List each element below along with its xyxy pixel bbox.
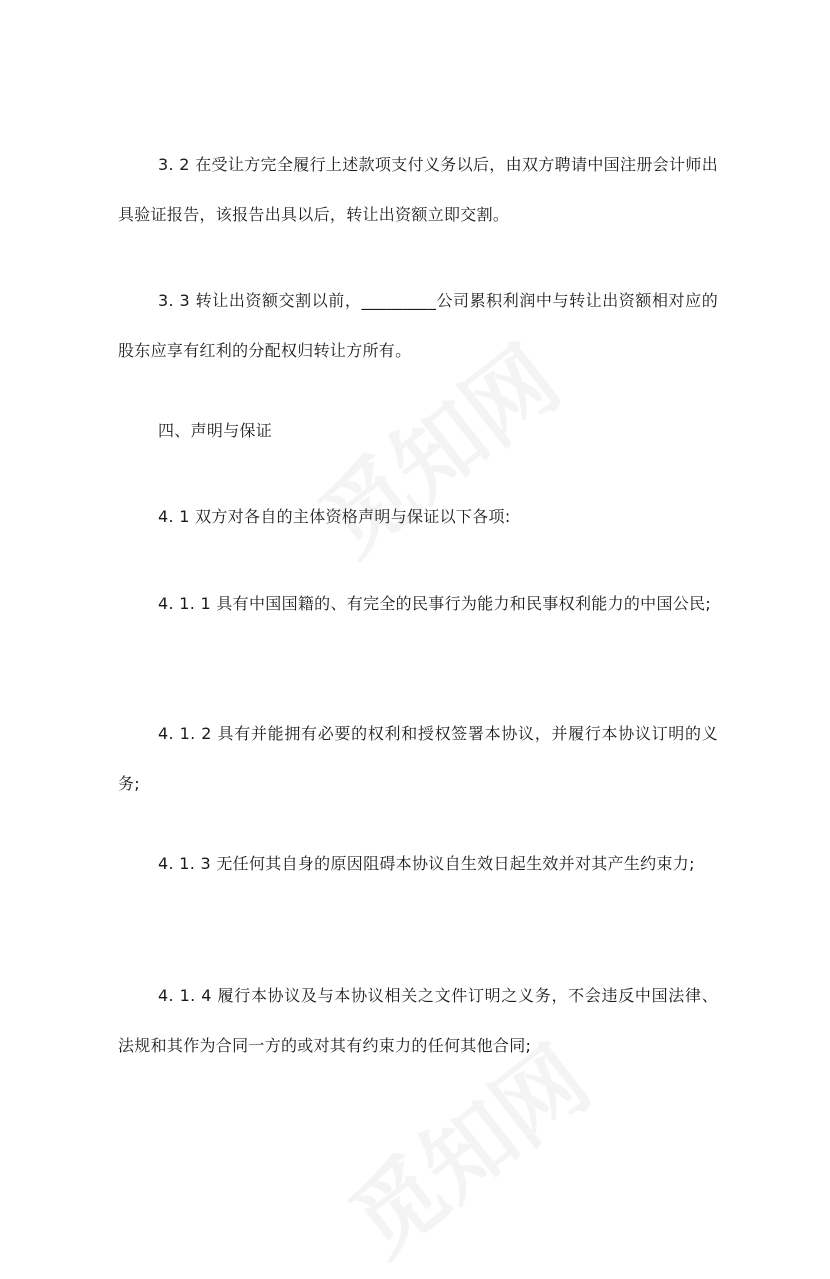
paragraph-4-1-4: 4. 1. 4 履行本协议及与本协议相关之文件订明之义务，不会违反中国法律、法规和其作为合同一方的或对其有约束力的任何其他合同; — [118, 986, 718, 1055]
section-heading: 四、声明与保证 — [158, 421, 273, 440]
paragraph-4-1-2: 4. 1. 2 具有并能拥有必要的权利和授权签署本协议，并履行本协议订明的义务; — [118, 724, 718, 793]
paragraph-3-3: 3. 3 转让出资额交割以前，_________公司累积利润中与转让出资额相对应的股东应享有红利的分配权归转让方所有。 — [118, 291, 718, 360]
paragraph-4-1: 4. 1 双方对各自的主体资格声明与保证以下各项: — [158, 507, 511, 526]
paragraph-4-1-1: 4. 1. 1 具有中国国籍的、有完全的民事行为能力和民事权利能力的中国公民; — [158, 594, 712, 613]
paragraph-3-2: 3. 2 在受让方完全履行上述款项支付义务以后，由双方聘请中国注册会计师出具验证报告，该报告出具以后，转让出资额立即交割。 — [118, 155, 718, 224]
paragraph-4-1-3: 4. 1. 3 无任何其自身的原因阻碍本协议自生效日起生效并对其产生约束力; — [158, 854, 695, 873]
